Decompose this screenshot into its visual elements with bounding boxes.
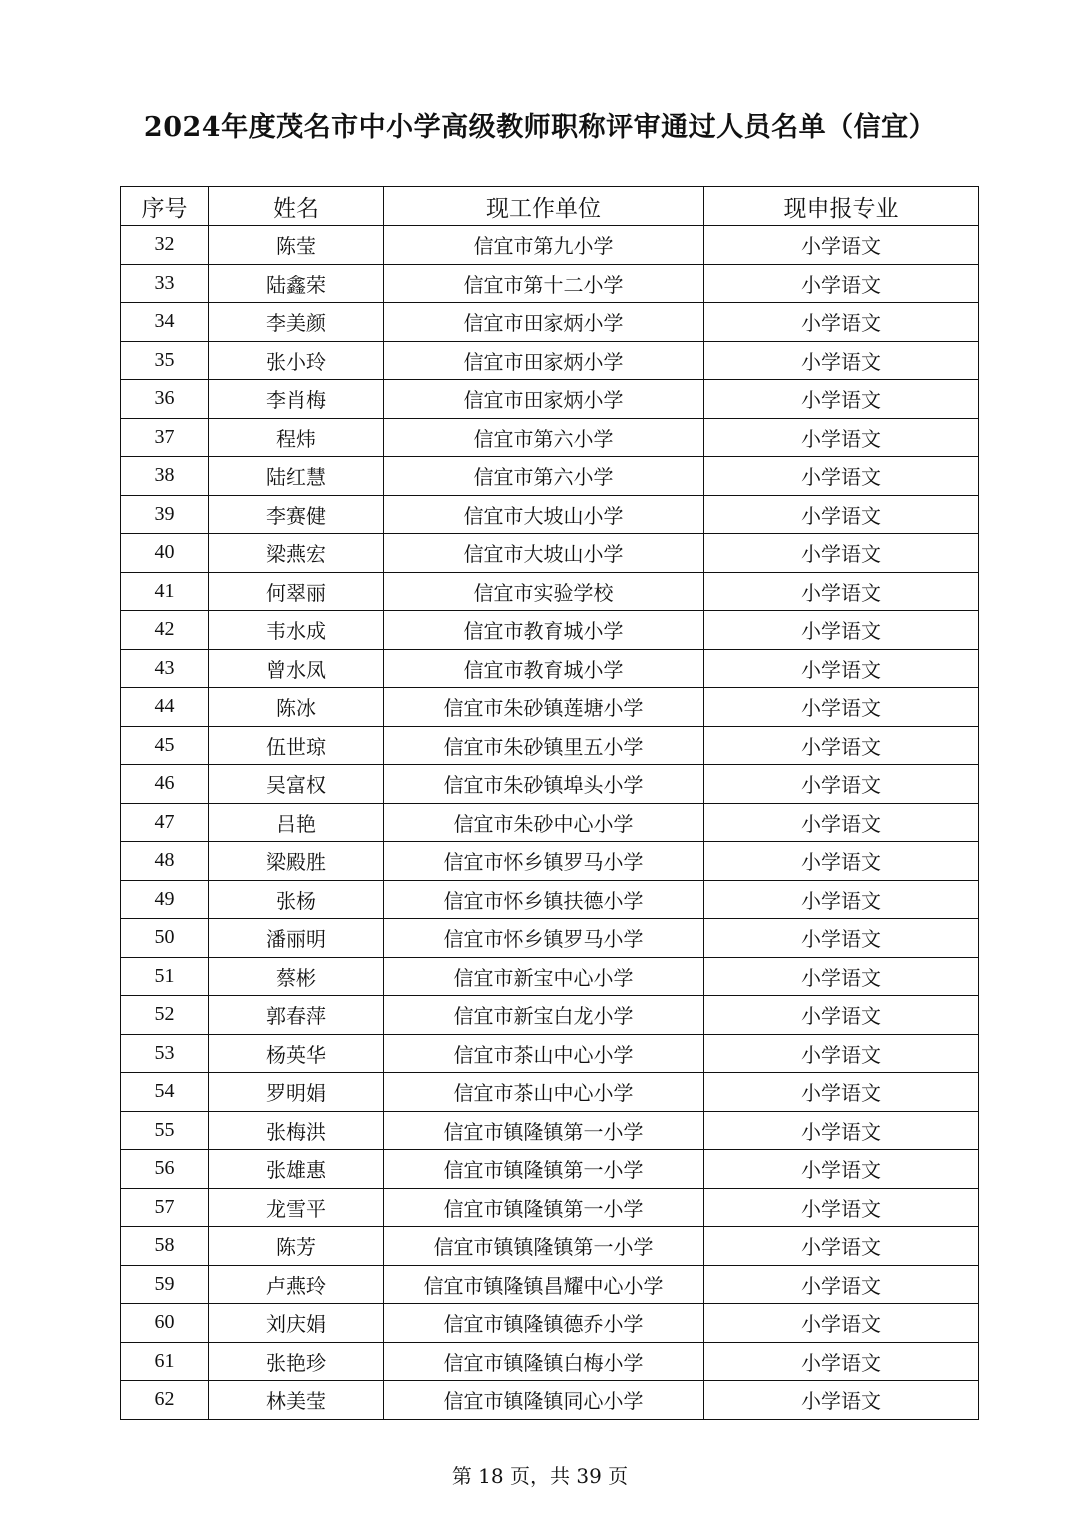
cell-name: 杨英华 bbox=[209, 1034, 384, 1073]
cell-name: 伍世琼 bbox=[209, 726, 384, 765]
cell-workplace: 信宜市镇隆镇白梅小学 bbox=[384, 1342, 704, 1381]
cell-workplace: 信宜市大坡山小学 bbox=[384, 534, 704, 573]
cell-seq: 56 bbox=[121, 1150, 209, 1189]
cell-name: 张杨 bbox=[209, 880, 384, 919]
cell-seq: 57 bbox=[121, 1188, 209, 1227]
cell-subject: 小学语文 bbox=[704, 226, 979, 265]
cell-subject: 小学语文 bbox=[704, 765, 979, 804]
cell-subject: 小学语文 bbox=[704, 1034, 979, 1073]
header-subject: 现申报专业 bbox=[704, 187, 979, 226]
header-workplace: 现工作单位 bbox=[384, 187, 704, 226]
cell-subject: 小学语文 bbox=[704, 1227, 979, 1266]
cell-name: 陈芳 bbox=[209, 1227, 384, 1266]
table-row bbox=[121, 996, 979, 1035]
cell-subject: 小学语文 bbox=[704, 1342, 979, 1381]
header-name: 姓名 bbox=[209, 187, 384, 226]
cell-name: 梁燕宏 bbox=[209, 534, 384, 573]
table-row bbox=[121, 341, 979, 380]
cell-workplace: 信宜市朱砂中心小学 bbox=[384, 803, 704, 842]
table-row bbox=[121, 495, 979, 534]
cell-name: 陈冰 bbox=[209, 688, 384, 727]
cell-subject: 小学语文 bbox=[704, 303, 979, 342]
table-row bbox=[121, 457, 979, 496]
cell-subject: 小学语文 bbox=[704, 1111, 979, 1150]
table-row bbox=[121, 380, 979, 419]
cell-workplace: 信宜市实验学校 bbox=[384, 572, 704, 611]
cell-subject: 小学语文 bbox=[704, 1304, 979, 1343]
cell-name: 卢燕玲 bbox=[209, 1265, 384, 1304]
cell-seq: 33 bbox=[121, 264, 209, 303]
cell-name: 罗明娟 bbox=[209, 1073, 384, 1112]
cell-seq: 59 bbox=[121, 1265, 209, 1304]
cell-workplace: 信宜市镇镇隆镇第一小学 bbox=[384, 1227, 704, 1266]
cell-name: 龙雪平 bbox=[209, 1188, 384, 1227]
cell-seq: 60 bbox=[121, 1304, 209, 1343]
cell-seq: 52 bbox=[121, 996, 209, 1035]
cell-name: 张雄惠 bbox=[209, 1150, 384, 1189]
cell-workplace: 信宜市镇隆镇同心小学 bbox=[384, 1381, 704, 1420]
cell-seq: 42 bbox=[121, 611, 209, 650]
roster-table bbox=[120, 186, 979, 1420]
cell-subject: 小学语文 bbox=[704, 649, 979, 688]
cell-seq: 40 bbox=[121, 534, 209, 573]
cell-workplace: 信宜市大坡山小学 bbox=[384, 495, 704, 534]
table-row bbox=[121, 418, 979, 457]
table-row bbox=[121, 803, 979, 842]
cell-seq: 37 bbox=[121, 418, 209, 457]
cell-subject: 小学语文 bbox=[704, 726, 979, 765]
cell-seq: 47 bbox=[121, 803, 209, 842]
table-row bbox=[121, 226, 979, 265]
cell-subject: 小学语文 bbox=[704, 803, 979, 842]
cell-seq: 39 bbox=[121, 495, 209, 534]
cell-workplace: 信宜市第六小学 bbox=[384, 457, 704, 496]
cell-subject: 小学语文 bbox=[704, 418, 979, 457]
cell-subject: 小学语文 bbox=[704, 380, 979, 419]
table-row bbox=[121, 919, 979, 958]
cell-name: 陆红慧 bbox=[209, 457, 384, 496]
table-row bbox=[121, 1227, 979, 1266]
table-row bbox=[121, 688, 979, 727]
cell-seq: 35 bbox=[121, 341, 209, 380]
cell-name: 刘庆娟 bbox=[209, 1304, 384, 1343]
cell-workplace: 信宜市朱砂镇里五小学 bbox=[384, 726, 704, 765]
cell-subject: 小学语文 bbox=[704, 264, 979, 303]
cell-workplace: 信宜市镇隆镇第一小学 bbox=[384, 1188, 704, 1227]
cell-seq: 32 bbox=[121, 226, 209, 265]
table-row bbox=[121, 957, 979, 996]
cell-subject: 小学语文 bbox=[704, 919, 979, 958]
cell-seq: 53 bbox=[121, 1034, 209, 1073]
table-row bbox=[121, 303, 979, 342]
cell-name: 何翠丽 bbox=[209, 572, 384, 611]
cell-workplace: 信宜市镇隆镇德乔小学 bbox=[384, 1304, 704, 1343]
cell-seq: 62 bbox=[121, 1381, 209, 1420]
cell-name: 吴富权 bbox=[209, 765, 384, 804]
cell-name: 张梅洪 bbox=[209, 1111, 384, 1150]
cell-name: 韦水成 bbox=[209, 611, 384, 650]
cell-subject: 小学语文 bbox=[704, 1150, 979, 1189]
cell-seq: 43 bbox=[121, 649, 209, 688]
table-row bbox=[121, 1265, 979, 1304]
cell-name: 陆鑫荣 bbox=[209, 264, 384, 303]
cell-subject: 小学语文 bbox=[704, 457, 979, 496]
cell-subject: 小学语文 bbox=[704, 495, 979, 534]
cell-subject: 小学语文 bbox=[704, 572, 979, 611]
cell-name: 张艳珍 bbox=[209, 1342, 384, 1381]
cell-workplace: 信宜市田家炳小学 bbox=[384, 341, 704, 380]
table-row bbox=[121, 842, 979, 881]
cell-seq: 50 bbox=[121, 919, 209, 958]
table-row bbox=[121, 1381, 979, 1420]
cell-subject: 小学语文 bbox=[704, 534, 979, 573]
cell-name: 郭春萍 bbox=[209, 996, 384, 1035]
cell-workplace: 信宜市镇隆镇第一小学 bbox=[384, 1150, 704, 1189]
cell-seq: 58 bbox=[121, 1227, 209, 1266]
cell-subject: 小学语文 bbox=[704, 880, 979, 919]
cell-subject: 小学语文 bbox=[704, 957, 979, 996]
table-row bbox=[121, 1188, 979, 1227]
cell-subject: 小学语文 bbox=[704, 1381, 979, 1420]
table-row bbox=[121, 649, 979, 688]
cell-workplace: 信宜市镇隆镇第一小学 bbox=[384, 1111, 704, 1150]
cell-workplace: 信宜市第九小学 bbox=[384, 226, 704, 265]
cell-seq: 51 bbox=[121, 957, 209, 996]
cell-name: 蔡彬 bbox=[209, 957, 384, 996]
page-title: 2024年度茂名市中小学高级教师职称评审通过人员名单（信宜） bbox=[143, 112, 937, 143]
table-row bbox=[121, 1073, 979, 1112]
cell-workplace: 信宜市朱砂镇埠头小学 bbox=[384, 765, 704, 804]
table-body bbox=[121, 226, 979, 1420]
table-row bbox=[121, 1304, 979, 1343]
page-footer: 第 18 页，共 39 页 bbox=[451, 1464, 629, 1488]
header-seq: 序号 bbox=[121, 187, 209, 226]
cell-name: 潘丽明 bbox=[209, 919, 384, 958]
cell-workplace: 信宜市教育城小学 bbox=[384, 649, 704, 688]
cell-workplace: 信宜市茶山中心小学 bbox=[384, 1073, 704, 1112]
cell-subject: 小学语文 bbox=[704, 1265, 979, 1304]
cell-workplace: 信宜市第十二小学 bbox=[384, 264, 704, 303]
table-row bbox=[121, 572, 979, 611]
cell-seq: 36 bbox=[121, 380, 209, 419]
cell-name: 张小玲 bbox=[209, 341, 384, 380]
table-row bbox=[121, 1111, 979, 1150]
cell-workplace: 信宜市田家炳小学 bbox=[384, 303, 704, 342]
cell-name: 吕艳 bbox=[209, 803, 384, 842]
cell-seq: 34 bbox=[121, 303, 209, 342]
cell-workplace: 信宜市新宝白龙小学 bbox=[384, 996, 704, 1035]
cell-name: 程炜 bbox=[209, 418, 384, 457]
cell-workplace: 信宜市茶山中心小学 bbox=[384, 1034, 704, 1073]
cell-workplace: 信宜市怀乡镇扶德小学 bbox=[384, 880, 704, 919]
cell-subject: 小学语文 bbox=[704, 611, 979, 650]
cell-seq: 38 bbox=[121, 457, 209, 496]
cell-subject: 小学语文 bbox=[704, 688, 979, 727]
cell-seq: 41 bbox=[121, 572, 209, 611]
cell-workplace: 信宜市教育城小学 bbox=[384, 611, 704, 650]
cell-name: 李肖梅 bbox=[209, 380, 384, 419]
cell-seq: 49 bbox=[121, 880, 209, 919]
cell-name: 梁殿胜 bbox=[209, 842, 384, 881]
cell-workplace: 信宜市朱砂镇莲塘小学 bbox=[384, 688, 704, 727]
cell-seq: 54 bbox=[121, 1073, 209, 1112]
cell-seq: 61 bbox=[121, 1342, 209, 1381]
cell-workplace: 信宜市怀乡镇罗马小学 bbox=[384, 919, 704, 958]
cell-workplace: 信宜市田家炳小学 bbox=[384, 380, 704, 419]
cell-name: 林美莹 bbox=[209, 1381, 384, 1420]
table-row bbox=[121, 611, 979, 650]
cell-seq: 55 bbox=[121, 1111, 209, 1150]
cell-name: 李赛健 bbox=[209, 495, 384, 534]
cell-workplace: 信宜市新宝中心小学 bbox=[384, 957, 704, 996]
cell-seq: 46 bbox=[121, 765, 209, 804]
cell-name: 李美颜 bbox=[209, 303, 384, 342]
table-row bbox=[121, 880, 979, 919]
header-row bbox=[121, 187, 979, 226]
cell-workplace: 信宜市怀乡镇罗马小学 bbox=[384, 842, 704, 881]
cell-workplace: 信宜市镇隆镇昌耀中心小学 bbox=[384, 1265, 704, 1304]
table-row bbox=[121, 534, 979, 573]
cell-seq: 45 bbox=[121, 726, 209, 765]
cell-workplace: 信宜市第六小学 bbox=[384, 418, 704, 457]
table-row bbox=[121, 1034, 979, 1073]
cell-subject: 小学语文 bbox=[704, 996, 979, 1035]
table-row bbox=[121, 264, 979, 303]
table-row bbox=[121, 765, 979, 804]
table-row bbox=[121, 1150, 979, 1189]
cell-subject: 小学语文 bbox=[704, 341, 979, 380]
cell-seq: 44 bbox=[121, 688, 209, 727]
cell-subject: 小学语文 bbox=[704, 1188, 979, 1227]
table-row bbox=[121, 1342, 979, 1381]
cell-seq: 48 bbox=[121, 842, 209, 881]
cell-name: 曾水凤 bbox=[209, 649, 384, 688]
cell-subject: 小学语文 bbox=[704, 842, 979, 881]
cell-subject: 小学语文 bbox=[704, 1073, 979, 1112]
table-row bbox=[121, 726, 979, 765]
table-header bbox=[121, 187, 979, 226]
cell-name: 陈莹 bbox=[209, 226, 384, 265]
